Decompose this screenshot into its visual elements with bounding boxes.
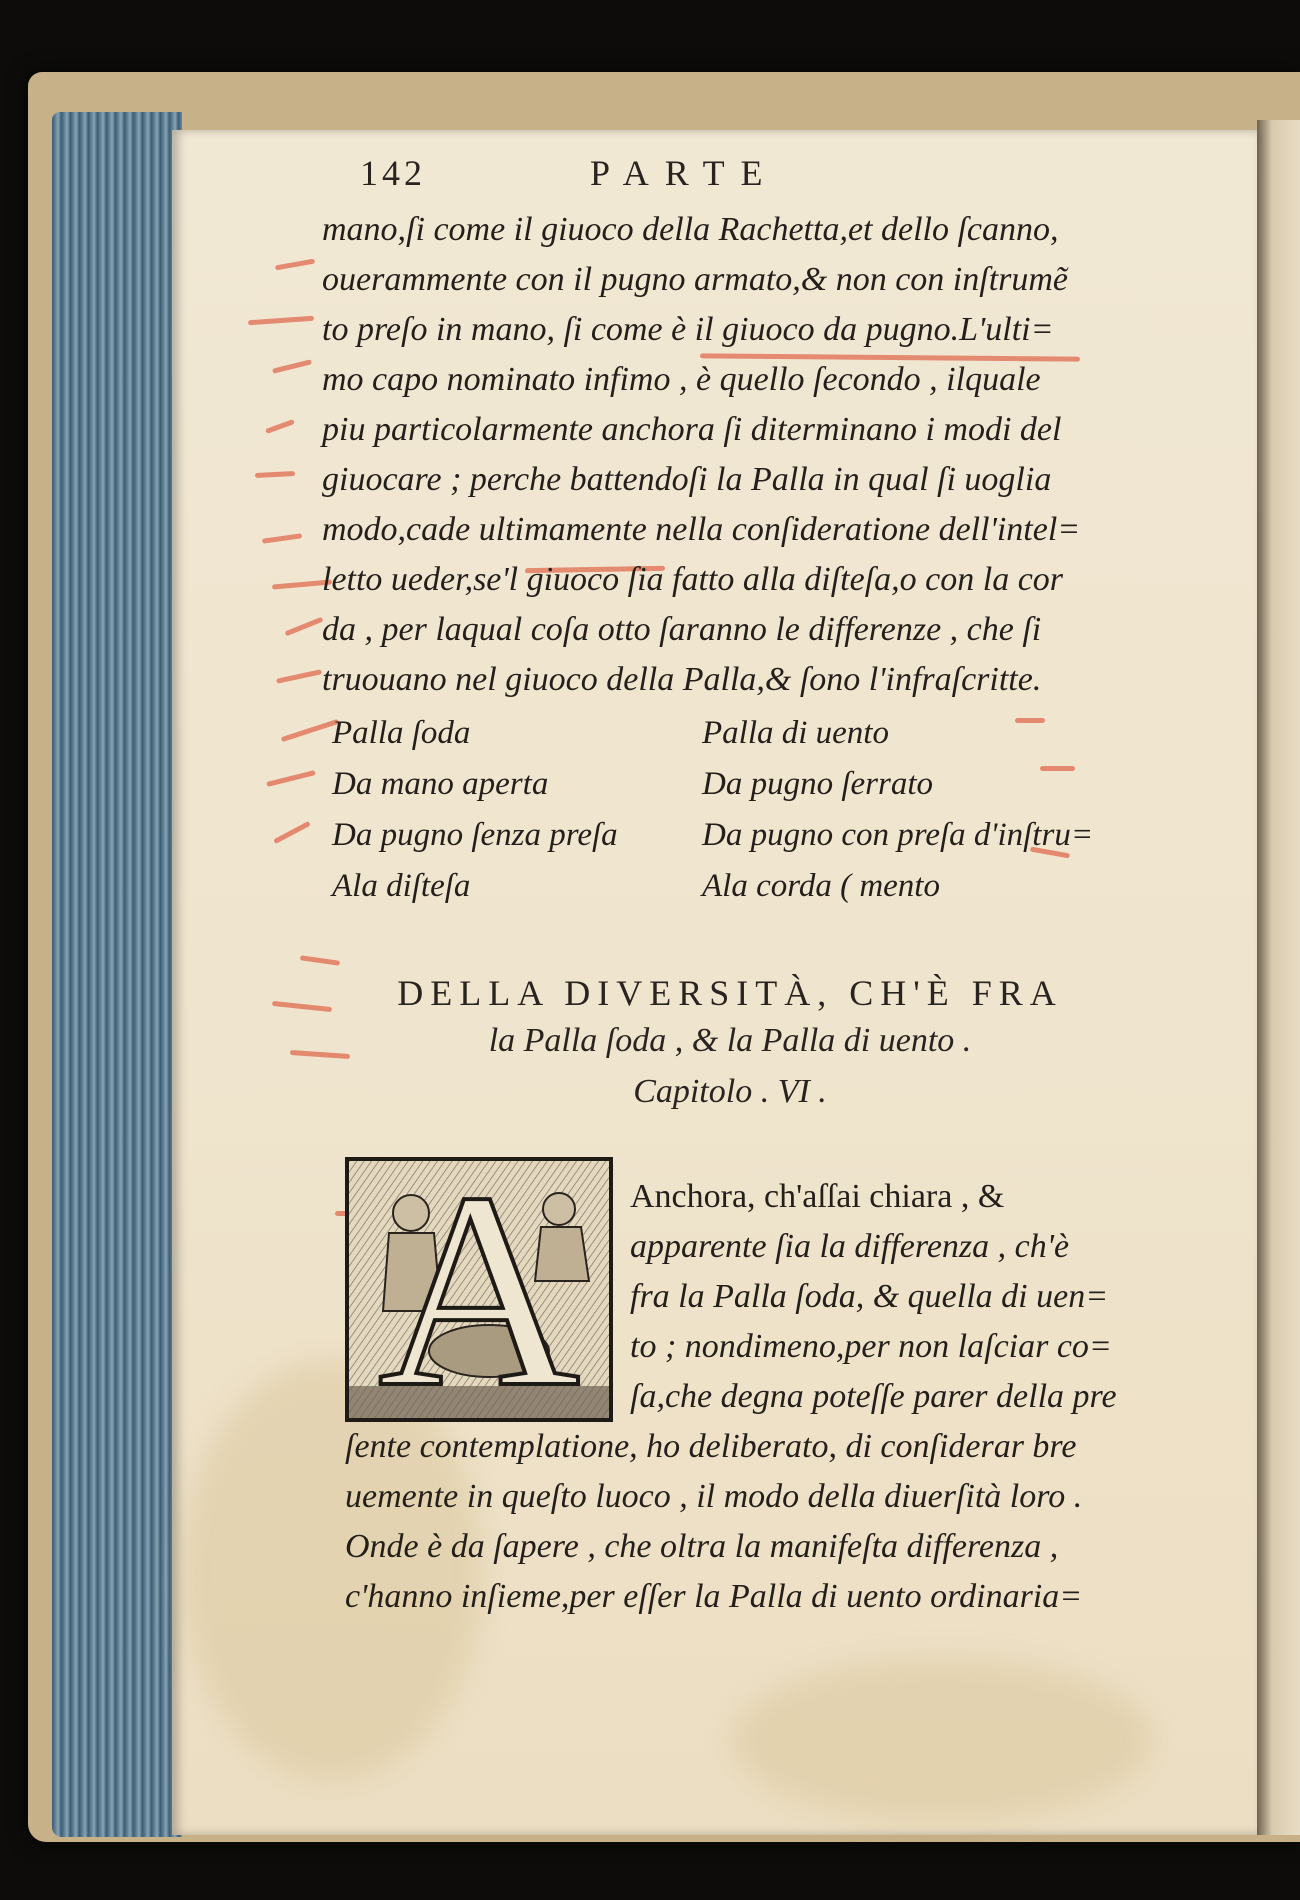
text-line: giuocare ; perche battendoſi la Palla in qual ſi uoglia [322,461,1052,498]
top-paragraph [322,205,1182,705]
initial-letter: A [377,1134,581,1445]
text-line: Anchora, ch'aſſai chiara , & [630,1178,1005,1215]
list-item: Ala corda ( mento [702,868,940,904]
running-header [360,152,920,198]
running-title: PARTE [590,153,779,193]
list-row [332,861,1172,912]
text-line: to ; nondimeno,per non laſciar co= [630,1328,1112,1365]
text-line: uemente in queſto luoco , il modo della diuerſità loro . [345,1478,1083,1515]
page-block-edge [52,112,182,1837]
list-row [332,708,1172,759]
list-item: Palla ſoda [332,715,471,751]
text-line: mano,ſi come il giuoco della Rachetta,et dello ſcanno, [322,211,1059,248]
text-line: to preſo in mano, ſi come è il giuoco da pugno.L'ulti= [322,311,1054,348]
text-line: ſente contemplatione, ho deliberato, di conſiderar bre [345,1428,1077,1465]
text-line: ſa,che degna poteſſe parer della pre [630,1378,1117,1415]
differences-list [332,708,1172,912]
page-number: 142 [360,153,426,193]
list-item: Da pugno ſenza preſa [332,817,618,853]
facing-page-edge [1257,120,1300,1835]
text-line: modo,cade ultimamente nella conſideratione dell'intel= [322,511,1081,548]
list-item: Palla di uento [702,715,889,751]
chapter-body [345,1172,1185,1622]
chapter-number: Capitolo . VI . [633,1073,827,1110]
list-row [332,810,1172,861]
chapter-subtitle: la Palla ſoda , & la Palla di uento . [488,1022,972,1059]
list-item: Da mano aperta [332,766,549,802]
chapter-title: DELLA DIVERSITÀ, CH'È FRA [397,973,1063,1013]
text-line: apparente ſia la differenza , ch'è [630,1228,1070,1265]
text-line: fra la Palla ſoda, & quella di uen= [630,1278,1109,1315]
text-line: mo capo nominato infimo , è quello ſecondo , ilquale [322,361,1041,398]
list-item: Da pugno ſerrato [702,766,933,802]
text-line: truouano nel giuoco della Palla,& ſono l'infraſcritte. [322,661,1042,698]
water-stain [732,1660,1152,1820]
text-line: da , per laqual coſa otto ſaranno le differenze , che ſi [322,611,1042,648]
list-item: Da pugno con preſa d'inſtru= [702,817,1094,853]
list-row [332,759,1172,810]
text-line: ouerammente con il pugno armato,& non con inſtrumẽ [322,261,1069,298]
list-item: Ala diſteſa [332,868,471,904]
text-line: Onde è da ſapere , che oltra la manifeſta differenza , [345,1528,1059,1565]
text-line: c'hanno inſieme,per eſſer la Palla di uento ordinaria= [345,1578,1083,1615]
text-line: letto ueder,se'l giuoco ſia fatto alla diſteſa,o con la cor [322,561,1064,598]
text-line: piu particolarmente anchora ſi diterminano i modi del [322,411,1062,448]
